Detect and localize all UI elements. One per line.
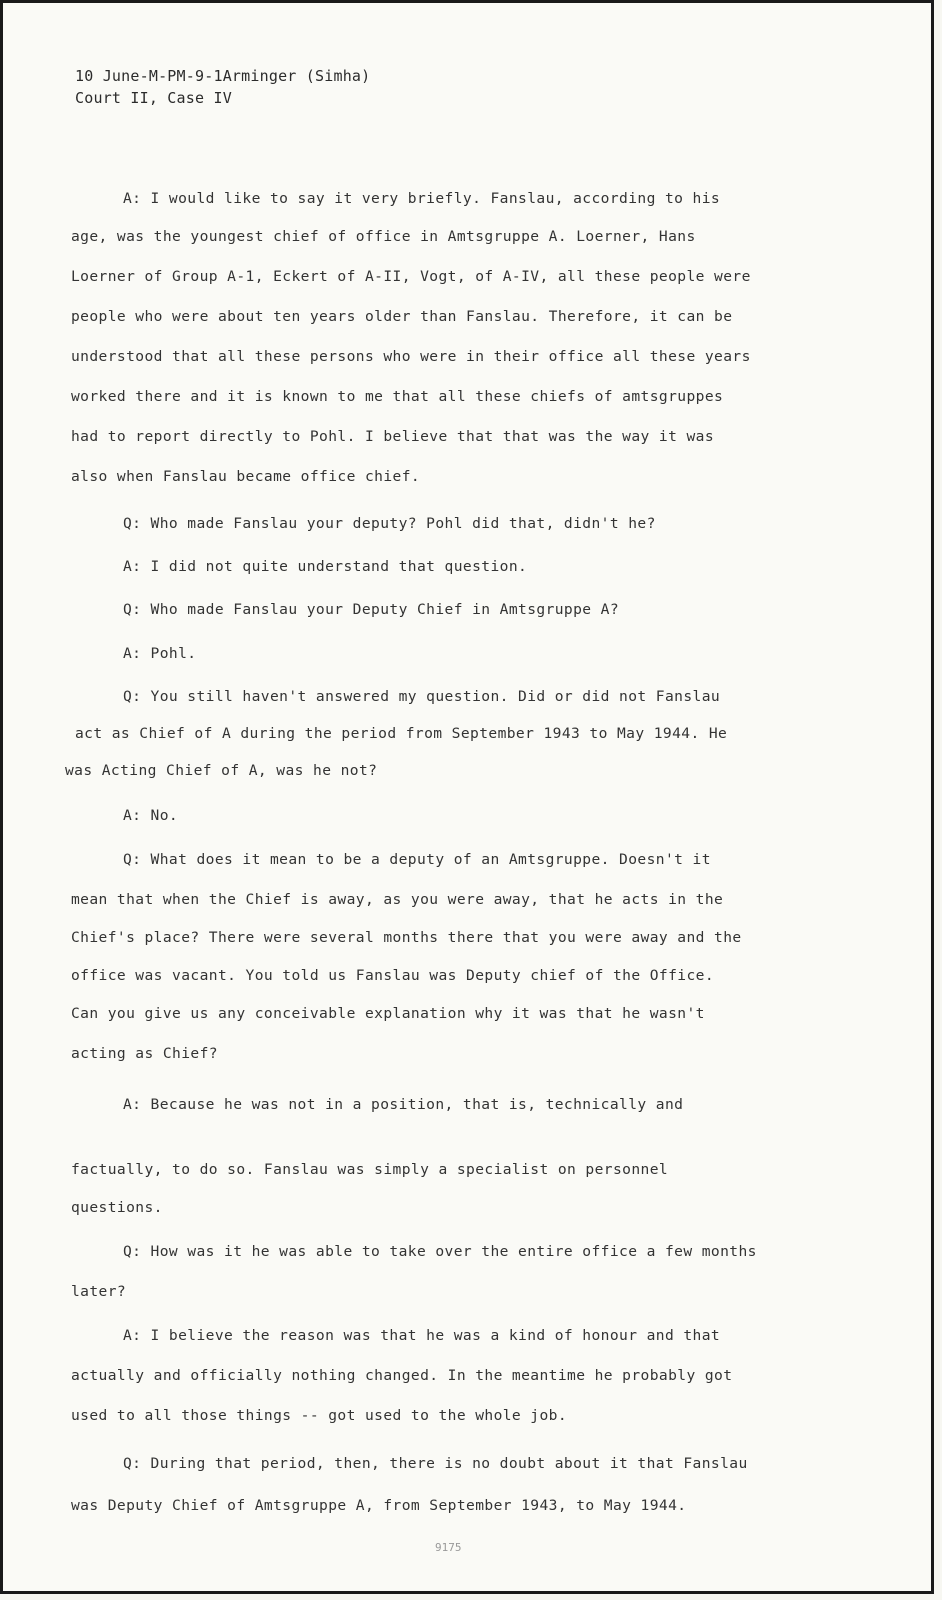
transcript-line: was Deputy Chief of Amtsgruppe A, from September 1943, to May 1944. — [71, 1497, 687, 1514]
page-number: 9175 — [435, 1541, 462, 1554]
transcript-line: later? — [71, 1283, 127, 1300]
transcript-line: factually, to do so. Fanslau was simply a specialist on personnel — [71, 1161, 669, 1178]
transcript-line: act as Chief of A during the period from September 1943 to May 1944. He — [75, 725, 728, 742]
transcript-line: age, was the youngest chief of office in Amtsgruppe A. Loerner, Hans — [71, 228, 696, 245]
transcript-line: mean that when the Chief is away, as you were away, that he acts in the — [71, 891, 724, 908]
transcript-line: used to all those things -- got used to the whole job. — [71, 1407, 568, 1424]
transcript-line: Q: What does it mean to be a deputy of an Amtsgruppe. Doesn't it — [123, 851, 711, 868]
transcript-line: people who were about ten years older than Fanslau. Therefore, it can be — [71, 308, 733, 325]
document-header — [75, 65, 370, 109]
transcript-line: questions. — [71, 1199, 163, 1216]
transcript-line: Loerner of Group A-1, Eckert of A-II, Vogt, of A-IV, all these people were — [71, 268, 751, 285]
transcript-line: A: I believe the reason was that he was a kind of honour and that — [123, 1327, 721, 1344]
transcript-line: A: Because he was not in a position, that is, technically and — [123, 1096, 684, 1113]
transcript-line: worked there and it is known to me that all these chiefs of amtsgruppes — [71, 388, 724, 405]
transcript-line: Q: Who made Fanslau your Deputy Chief in Amtsgruppe A? — [123, 601, 620, 618]
transcript-line: had to report directly to Pohl. I believe that that was the way it was — [71, 428, 715, 445]
transcript-line: A: No. — [123, 807, 179, 824]
header-session-line: 10 June-M-PM-9-1Arminger (Simha) — [75, 67, 371, 85]
transcript-line: was Acting Chief of A, was he not? — [65, 762, 378, 779]
transcript-line: Q: During that period, then, there is no doubt about it that Fanslau — [123, 1455, 748, 1472]
transcript-line: A: Pohl. — [123, 645, 197, 662]
transcript-line: office was vacant. You told us Fanslau was Deputy chief of the Office. — [71, 967, 715, 984]
transcript-line: also when Fanslau became office chief. — [71, 468, 421, 485]
transcript-line: Q: How was it he was able to take over the entire office a few months — [123, 1243, 757, 1260]
transcript-line: Can you give us any conceivable explanation why it was that he wasn't — [71, 1005, 705, 1022]
header-court-line: Court II, Case IV — [75, 89, 232, 107]
transcript-line: Chief's place? There were several months there that you were away and the — [71, 929, 742, 946]
transcript-line: A: I would like to say it very briefly. Fanslau, according to his — [123, 190, 721, 207]
transcript-line: Q: Who made Fanslau your deputy? Pohl did that, didn't he? — [123, 515, 656, 532]
transcript-line: A: I did not quite understand that question. — [123, 558, 528, 575]
transcript-line: acting as Chief? — [71, 1045, 218, 1062]
transcript-line: Q: You still haven't answered my question. Did or did not Fanslau — [123, 688, 721, 705]
transcript-line: actually and officially nothing changed. In the meantime he probably got — [71, 1367, 733, 1384]
transcript-line: understood that all these persons who were in their office all these years — [71, 348, 751, 365]
